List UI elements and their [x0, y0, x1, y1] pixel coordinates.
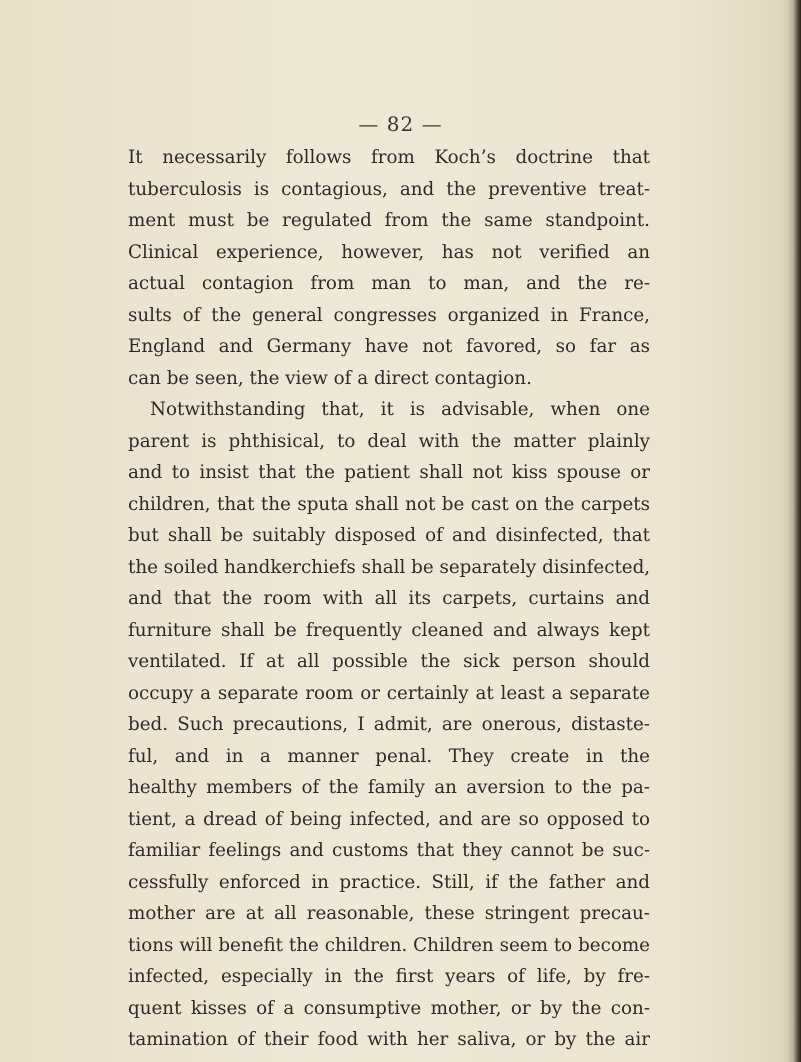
text-line: but shall be suitably disposed of and disinfected, that	[128, 525, 650, 546]
text-line: and that the room with all its carpets, curtains and	[128, 588, 650, 609]
page-edge-shadow	[787, 0, 801, 1062]
text-line: actual contagion from man to man, and the re-	[128, 273, 650, 294]
text-line: tient, a dread of being infected, and are so opposed to	[128, 808, 650, 830]
text-line: England and Germany have not favored, so far as	[128, 336, 650, 357]
text-line: Clinical experience, however, has not verified an	[128, 241, 650, 263]
text-line: tamination of their food with her saliva, or by the air	[128, 1029, 650, 1050]
text-line: Notwithstanding that, it is advisable, when one	[150, 399, 650, 420]
text-line: tuberculosis is contagious, and the preventive treat-	[128, 178, 650, 200]
text-line: tions will benefit the children. Children seem to become	[128, 934, 650, 956]
text-line: can be seen, the view of a direct contagion.	[128, 367, 532, 389]
text-line: and to insist that the patient shall not kiss spouse or	[128, 462, 650, 483]
text-line: healthy members of the family an aversion to the pa-	[128, 777, 650, 798]
text-line: ful, and in a manner penal. They create in the	[128, 745, 650, 767]
text-line: parent is phthisical, to deal with the matter plainly	[128, 430, 650, 452]
text-line: children, that the sputa shall not be cast on the carpets	[128, 493, 650, 515]
text-line: occupy a separate room or certainly at least a separate	[128, 682, 650, 704]
text-line: familiar feelings and customs that they cannot be suc-	[128, 840, 650, 861]
page-number: — 82 —	[358, 112, 443, 136]
text-line: sults of the general congresses organized in France,	[128, 304, 650, 326]
text-line: cessfully enforced in practice. Still, if the father and	[128, 871, 650, 893]
text-line: infected, especially in the first years of life, by fre-	[128, 966, 650, 987]
text-line: bed. Such precautions, I admit, are onerous, distaste-	[128, 714, 650, 735]
text-line: quent kisses of a consumptive mother, or by the con-	[128, 997, 650, 1019]
text-line: ment must be regulated from the same standpoint.	[128, 210, 650, 231]
body-text	[128, 142, 650, 1056]
text-line: ventilated. If at all possible the sick person should	[128, 651, 650, 672]
text-line: furniture shall be frequently cleaned and always kept	[128, 619, 650, 641]
text-line: mother are at all reasonable, these stringent precau-	[128, 903, 650, 924]
text-line: It necessarily follows from Koch’s doctrine that	[128, 147, 650, 168]
text-line: the soiled handkerchiefs shall be separately disinfected,	[128, 556, 651, 578]
